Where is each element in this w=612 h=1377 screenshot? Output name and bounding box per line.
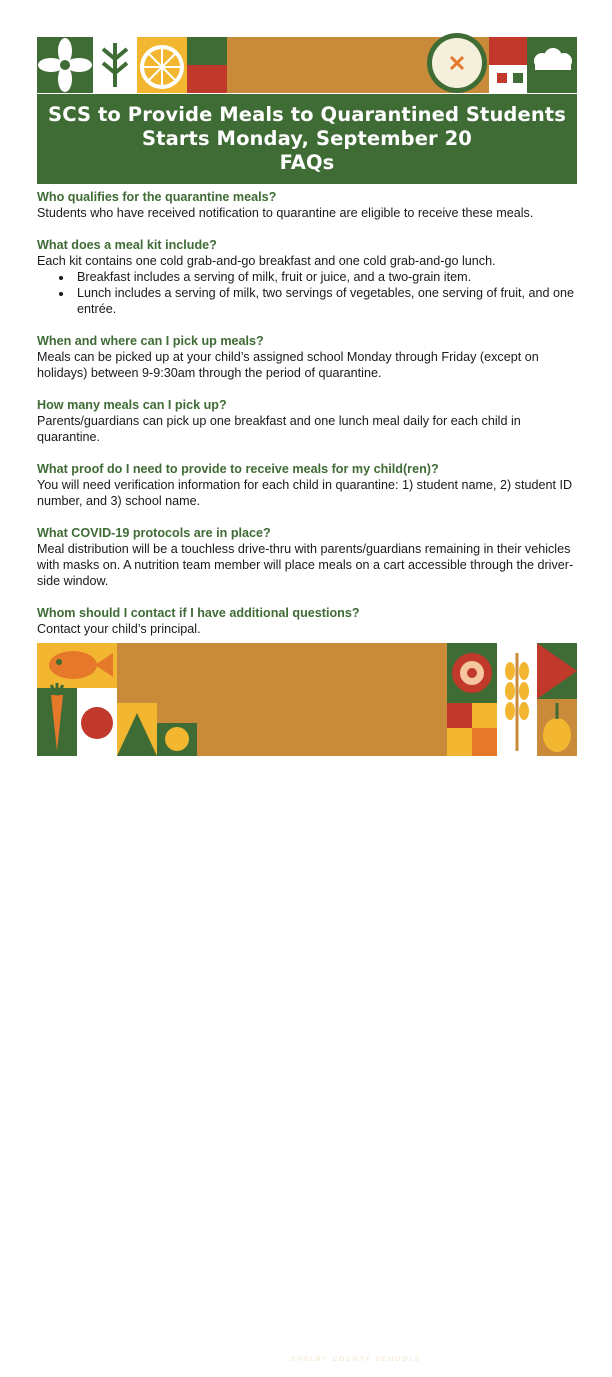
faq-answer: Parents/guardians can pick up one breakfast and one lunch meal daily for each child in quarantine. [37,414,521,444]
title-line-1: SCS to Provide Meals to Quarantined Students [48,103,566,126]
meal-kit-bullets [37,269,577,317]
faq-list [37,189,577,653]
bottom-decorative-banner [37,643,577,1363]
faq-answer: Contact your child’s principal. [37,622,201,636]
faq-item-meal-kit [37,237,577,317]
faq-answer: Each kit contains one cold grab-and-go breakfast and one cold grab-and-go lunch. [37,254,496,268]
faq-question: What does a meal kit include? [37,238,217,252]
top-decorative-banner [37,37,577,93]
food-pattern-bottom [37,643,577,756]
faq-question: What proof do I need to provide to receive meals for my child(ren)? [37,462,439,476]
faq-question: How many meals can I pick up? [37,398,227,412]
title-line-2: Starts Monday, September 20 [142,127,472,150]
orange-slice-icon [140,45,184,89]
faq-item-contact [37,605,577,637]
food-pattern-top [37,37,577,93]
logo-re-text: RE [265,1309,295,1331]
faq-answer: Meals can be picked up at your child’s assigned school Monday through Friday (except on holidays) between 9-9:30am through the period of quarantine. [37,350,539,380]
faq-answer: You will need verification information for each child in quarantine: 1) student name, 2) student ID number, and 3) school name. [37,478,573,508]
faq-question: When and where can I pick up meals? [37,334,264,348]
faq-question: What COVID-19 protocols are in place? [37,526,271,540]
bullet-lunch: • Lunch includes a serving of milk, two servings of vegetables, one serving of fruit, and one entrée. [73,285,577,317]
logo-main-text: IMAGINING 901 [265,1331,445,1355]
title-banner [37,94,577,184]
faq-item-qualifies [37,189,577,221]
bullet-breakfast: • Breakfast includes a serving of milk, fruit or juice, and a two-grain item. [73,269,577,285]
apple-slice-icon [427,33,487,93]
title-line-3: FAQs [279,151,335,174]
faq-item-pickup-time [37,333,577,381]
faq-answer: Students who have received notification to quarantine are eligible to receive these meals. [37,206,534,220]
faq-question: Whom should I contact if I have additional questions? [37,606,360,620]
pomegranate-icon [452,653,492,693]
faq-item-how-many [37,397,577,445]
faq-question: Who qualifies for the quarantine meals? [37,190,277,204]
reimagining-901-logo [265,1307,445,1377]
faq-answer: Meal distribution will be a touchless drive-thru with parents/guardians remaining in their vehicles with masks on. A nutrition team member will place meals on a cart accessible through the driver-side window. [37,542,574,588]
faq-item-proof [37,461,577,509]
logo-tagline: SHELBY COUNTY SCHOOLS [291,1356,422,1363]
faq-item-protocols [37,525,577,589]
